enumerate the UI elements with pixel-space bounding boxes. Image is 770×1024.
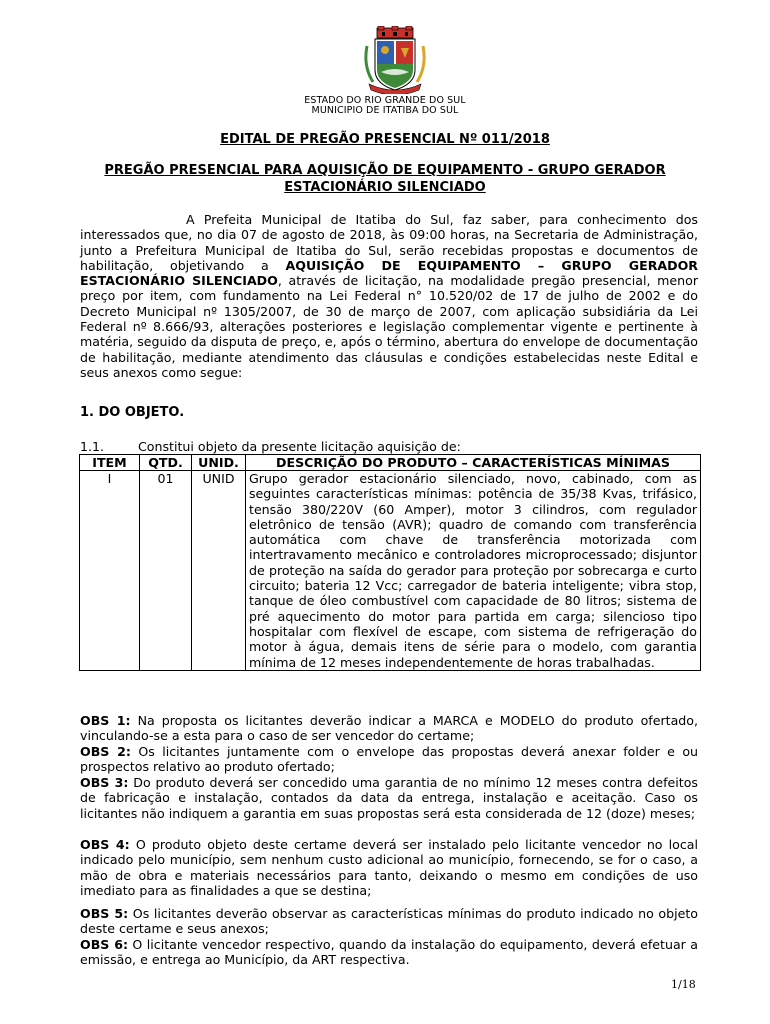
edital-title: EDITAL DE PREGÃO PRESENCIAL Nº 011/2018	[220, 132, 550, 147]
obs-label: OBS 3:	[80, 775, 129, 790]
obs-label: OBS 4:	[80, 837, 130, 852]
page-number: 1/18	[671, 978, 696, 991]
cell-qtd: 01	[140, 471, 192, 671]
subsection-number: 1.1.	[80, 439, 105, 454]
intro-text-1: A Prefeita Municipal de Itatiba do Sul, faz saber, para conhecimento dos interessados que, no dia 07 de agosto de 2018, às 09:00 horas, na Secretaria de Administração, junto a Prefeitura Municipal de Itatiba do Sul, serão recebidas propostas e documentos de habilitação, objetivando a	[80, 212, 698, 273]
obs-text: O licitante vencedor respectivo, quando da instalação do equipamento, deverá efetuar a emissão, e entrega ao Município, da ART respectiva.	[80, 937, 699, 968]
obs-6	[80, 937, 698, 968]
obs-text: Do produto deverá ser concedido uma garantia de no mínimo 12 meses contra defeitos de fabricação e instalação, contados da data da entrega, instalação e aceitação. Caso os licitantes não indiquem a garantia em suas propostas será esta considerada de 12 (doze) meses;	[80, 775, 698, 821]
col-header-unid: UNID.	[192, 455, 246, 471]
edital-subtitle-line2: ESTACIONÁRIO SILENCIADO	[284, 180, 486, 195]
obs-text: Os licitantes juntamente com o envelope das propostas deverá anexar folder e ou prospectos relativo ao produto ofertado;	[80, 744, 699, 775]
obs-text: O produto objeto deste certame deverá ser instalado pelo licitante vencedor no local indicado pelo município, sem nenhum custo adicional ao município, fornecendo, se for o caso, a mão de obra e materiais necessários para tanto, deixando o mesmo em condições de uso imediato para as finalidades a que se destina;	[80, 837, 698, 898]
intro-text-2: , através de licitação, na modalidade pregão presencial, menor preço por item, com fundamento na Lei Federal n° 10.520/02 de 17 de julho de 2002 e do Decreto Municipal nº 1305/2007, de 30 de março de 2007, com aplicação subsidiária da Lei Federal nº 8.666/93, alterações posteriores e legislação complementar vigente e pertinente à matéria, seguido da disputa de preço, e, após o término, abertura do envelope de documentação de habilitação, mediante atendimento das cláusulas e condições estabelecidas neste Edital e seus anexos como segue:	[80, 273, 698, 380]
table-row	[80, 471, 701, 671]
cell-item: I	[80, 471, 140, 671]
section-heading-objeto: 1. DO OBJETO.	[80, 405, 185, 420]
obs-text: Na proposta os licitantes deverão indicar a MARCA e MODELO do produto ofertado, vinculando-se a esta para o caso de ser vencedor do certame;	[80, 713, 698, 744]
obs-5	[80, 906, 698, 937]
table-header-row	[80, 455, 701, 471]
subsection-1-1	[80, 439, 461, 454]
obs-label: OBS 1:	[80, 713, 131, 728]
state-name: ESTADO DO RIO GRANDE DO SUL	[304, 95, 466, 106]
municipality-name: MUNICIPIO DE ITATIBA DO SUL	[311, 105, 459, 116]
edital-subtitle-line1: PREGÃO PRESENCIAL PARA AQUISIÇÃO DE EQUIPAMENTO - GRUPO GERADOR	[104, 163, 666, 178]
col-header-qtd: QTD.	[140, 455, 192, 471]
coat-of-arms-icon	[363, 26, 427, 94]
intro-paragraph	[80, 212, 698, 380]
obs-3	[80, 775, 698, 821]
cell-descricao: Grupo gerador estacionário silenciado, novo, cabinado, com as seguintes características mínimas: potência de 35/38 Kvas, trifásico, tensão 380/220V (60 Amper), motor 3 cilindros, com regulador eletrônico de tensão (AVR); quadro de comando com transferência automática com chave de transferência motorizada com intertravamento mecânico e controladores microprocessado; disjuntor de proteção na saída do gerador para proteção por sobrecarga e curto circuito; bateria 12 Vcc; carregador de bateria inteligente; vibra stop, tanque de óleo combustível com capacidade de 80 litros; sistema de pré aquecimento do motor para partida em carga; silencioso tipo hospitalar com flexível de escape, com sistema de refrigeração do motor à água, demais itens de série para o modelo, com garantia mínima de 12 meses independentemente de horas trabalhadas.	[246, 471, 701, 671]
subsection-text: Constitui objeto da presente licitação aquisição de:	[138, 439, 461, 454]
obs-label: OBS 5:	[80, 906, 129, 921]
obs-1	[80, 713, 698, 744]
cell-unid: UNID	[192, 471, 246, 671]
obs-label: OBS 6:	[80, 937, 128, 952]
obs-text: Os licitantes deverão observar as características mínimas do produto indicado no objeto deste certame e seus anexos;	[80, 906, 698, 937]
items-table	[79, 454, 701, 671]
obs-4	[80, 837, 698, 898]
col-header-item: ITEM	[80, 455, 140, 471]
obs-2	[80, 744, 698, 775]
intro-object-bold: AQUISIÇÃO DE EQUIPAMENTO – GRUPO GERADOR ESTACIONÁRIO SILENCIADO	[80, 257, 699, 289]
obs-label: OBS 2:	[80, 744, 131, 759]
col-header-descricao: DESCRIÇÃO DO PRODUTO – CARACTERÍSTICAS MÍNIMAS	[246, 455, 701, 471]
